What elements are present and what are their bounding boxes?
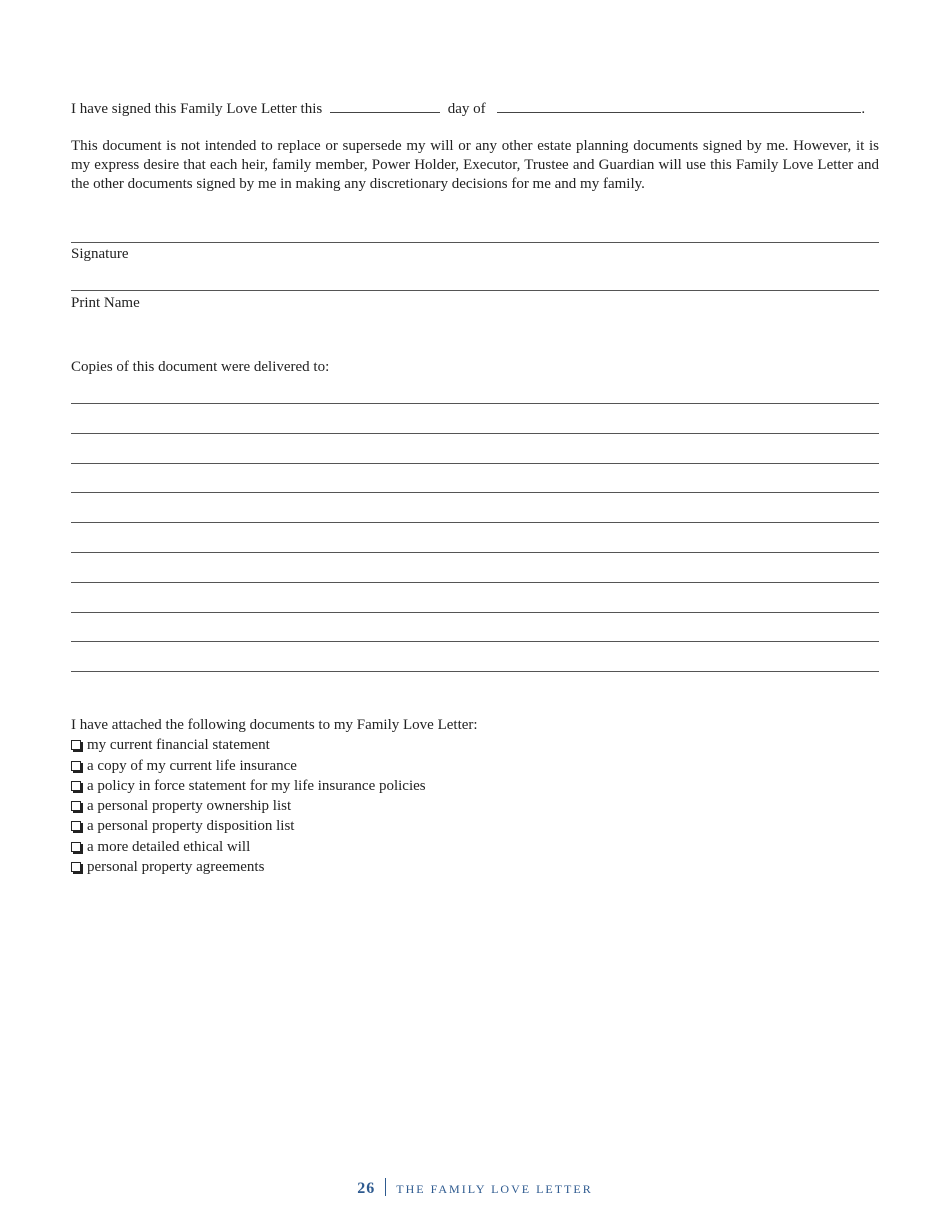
signature-label: Signature: [71, 246, 129, 262]
attachment-item: [71, 796, 478, 816]
attachment-item: [71, 837, 478, 857]
copies-heading: Copies of this document were delivered to:: [71, 359, 330, 375]
attachment-label: a copy of my current life insurance: [87, 757, 297, 774]
recipient-line[interactable]: [71, 522, 879, 523]
attachments-section: [71, 715, 478, 877]
print-name-label: Print Name: [71, 295, 140, 311]
recipient-line[interactable]: [71, 552, 879, 553]
signing-date-line: [71, 98, 879, 118]
attachment-label: a personal property disposition list: [87, 818, 295, 835]
page-number: 26: [357, 1180, 376, 1197]
checkbox-icon[interactable]: [71, 862, 81, 872]
disclaimer-paragraph: This document is not intended to replace or supersede my will or any other estate planning documents signed by me. However, it is my express desire that each heir, family member, Power Holder, Executor, Trustee and Guardian will use this Family Love Letter and the other documents signed by me in making any discretionary decisions for me and my family.: [71, 138, 879, 192]
attachment-label: a more detailed ethical will: [87, 838, 251, 855]
attachment-item: [71, 857, 478, 877]
checkbox-icon[interactable]: [71, 740, 81, 750]
recipient-line[interactable]: [71, 641, 879, 642]
signing-middle: day of: [447, 101, 486, 117]
recipient-line[interactable]: [71, 433, 879, 434]
attachment-item: [71, 735, 478, 755]
attachment-label: a personal property ownership list: [87, 798, 292, 815]
attachment-item: [71, 776, 478, 796]
attachment-label: personal property agreements: [87, 859, 265, 876]
day-blank-field[interactable]: [330, 98, 440, 113]
attachment-item: [71, 816, 478, 836]
page-footer: [0, 1178, 950, 1200]
checkbox-icon[interactable]: [71, 761, 81, 771]
recipient-line[interactable]: [71, 612, 879, 613]
attachments-heading: I have attached the following documents to my Family Love Letter:: [71, 717, 478, 733]
checkbox-icon[interactable]: [71, 781, 81, 791]
attachment-label: my current financial statement: [87, 737, 270, 754]
recipient-line[interactable]: [71, 403, 879, 404]
footer-separator: [385, 1178, 386, 1196]
recipient-line[interactable]: [71, 582, 879, 583]
recipient-line[interactable]: [71, 671, 879, 672]
month-year-blank-field[interactable]: [497, 98, 861, 113]
recipient-line[interactable]: [71, 463, 879, 464]
signing-suffix: .: [861, 101, 866, 117]
attachment-label: a policy in force statement for my life insurance policies: [87, 777, 426, 794]
signing-prefix: I have signed this Family Love Letter this: [71, 101, 323, 117]
print-name-line[interactable]: [71, 290, 879, 291]
attachment-item: [71, 756, 478, 776]
running-title: THE FAMILY LOVE LETTER: [396, 1182, 593, 1196]
checkbox-icon[interactable]: [71, 801, 81, 811]
checkbox-icon[interactable]: [71, 842, 81, 852]
signature-line[interactable]: [71, 242, 879, 243]
recipient-line[interactable]: [71, 492, 879, 493]
checkbox-icon[interactable]: [71, 821, 81, 831]
